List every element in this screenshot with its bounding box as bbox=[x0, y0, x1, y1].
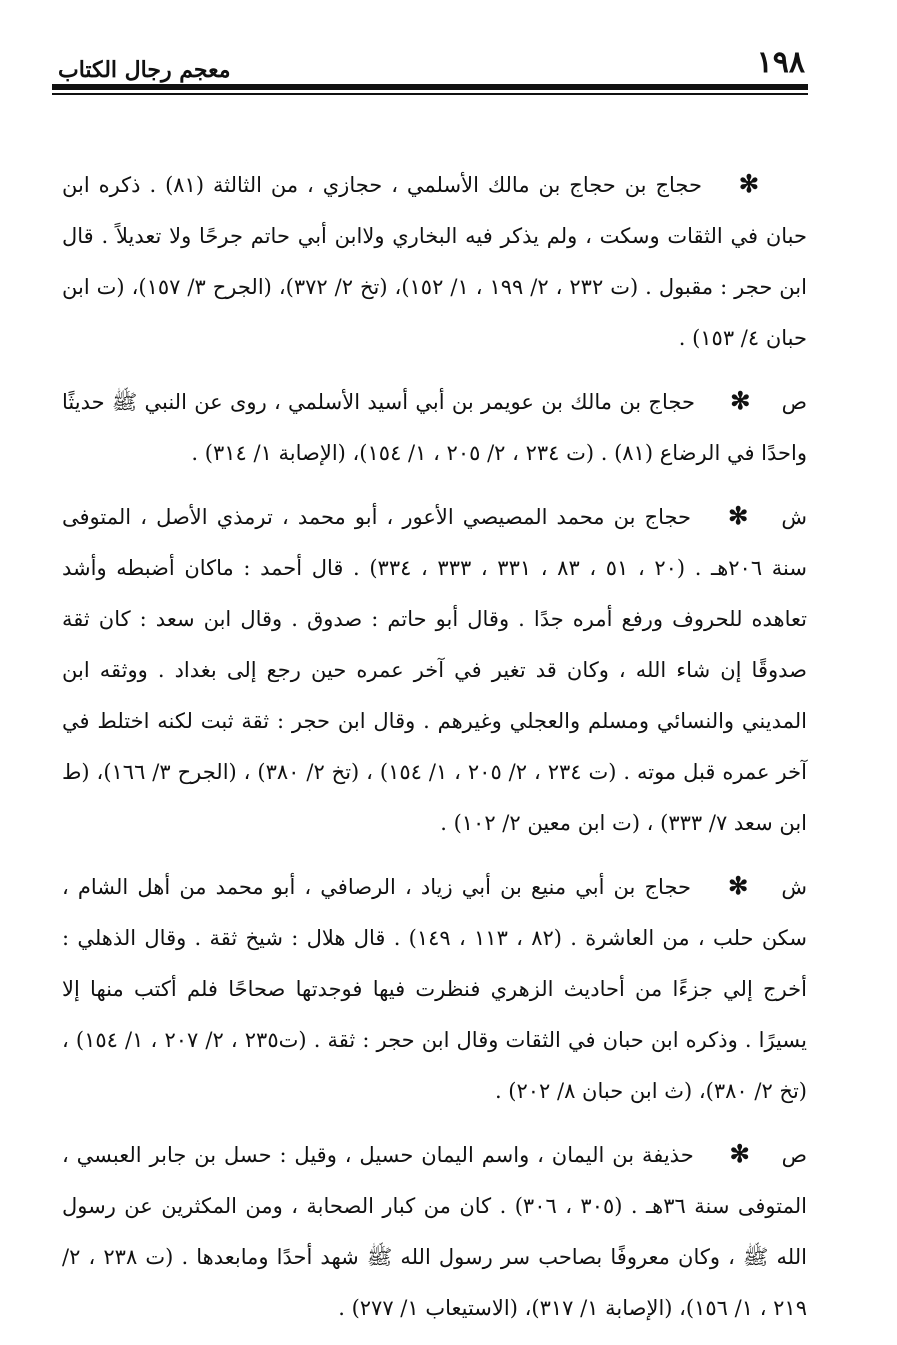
star-bullet-icon: ✻ bbox=[738, 169, 759, 198]
star-bullet-icon: ✻ bbox=[728, 871, 749, 900]
biography-entry bbox=[62, 490, 807, 849]
header-rule-thin bbox=[52, 93, 808, 95]
entry-text: حجاج بن مالك بن عويمر بن أبي أسيد الأسلمي ، روى عن النبي ﷺ حديثًا واحدًا في الرضاع (٨١) . (ت ٢٣٤ ، ٢/ ٢٠٥ ، ١/ ١٥٤)، (الإصابة ١/ ٣١٤) . bbox=[62, 390, 807, 465]
biography-entry bbox=[62, 158, 807, 364]
header-rule-thick bbox=[52, 84, 808, 90]
running-title: معجم رجال الكتاب bbox=[58, 57, 231, 83]
biography-entry bbox=[62, 1128, 807, 1334]
star-bullet-icon: ✻ bbox=[730, 386, 751, 415]
entry-text: حجاج بن حجاج بن مالك الأسلمي ، حجازي ، من الثالثة (٨١) . ذكره ابن حبان في الثقات وسكت ، ولم يذكر فيه البخاري ولاابن أبي حاتم جرحًا ولا تعديلاً . قال ابن حجر : مقبول . (ت ٢٣٢ ، ٢/ ١٩٩ ، ١/ ١٥٢)، (تخ ٢/ ٣٧٢)، (الجرح ٣/ ١٥٧)، (ت ابن حبان ٤/ ١٥٣) . bbox=[62, 173, 807, 350]
biography-entry bbox=[62, 375, 807, 479]
biography-entry bbox=[62, 860, 807, 1117]
star-bullet-icon: ✻ bbox=[728, 501, 749, 530]
star-bullet-icon: ✻ bbox=[729, 1139, 750, 1168]
entry-text: حجاج بن محمد المصيصي الأعور ، أبو محمد ، ترمذي الأصل ، المتوفى سنة ٢٠٦هـ . (٢٠ ، ٥١ ، ٨٣ ، ٣٣١ ، ٣٣٣ ، ٣٣٤) . قال أحمد : ماكان أضبطه وأشد تعاهده للحروف ورفع أمره جدًا . وقال أبو حاتم : صدوق . وقال ابن سعد : كان ثقة صدوقًا إن شاء الله ، وكان قد تغير في آخر عمره حين رجع إلى بغداد . ووثقه ابن المديني والنسائي ومسلم والعجلي وغيرهم . وقال ابن حجر : ثقة ثبت لكنه اختلط في آخر عمره قبل موته . (ت ٢٣٤ ، ٢/ ٢٠٥ ، ١/ ١٥٤) ، (تخ ٢/ ٣٨٠) ، (الجرح ٣/ ١٦٦)، (ط ابن سعد ٧/ ٣٣٣) ، (ت ابن معين ٢/ ١٠٢) . bbox=[62, 505, 807, 835]
page-number: ١٩٨ bbox=[756, 45, 805, 80]
entries-list bbox=[62, 158, 807, 1345]
entry-text: حجاج بن أبي منيع بن أبي زياد ، الرصافي ، أبو محمد من أهل الشام ، سكن حلب ، من العاشرة . (٨٢ ، ١١٣ ، ١٤٩) . قال هلال : شيخ ثقة . وقال الذهلي : أخرج إلي جزءًا من أحاديث الزهري فنظرت فيها فوجدتها صحاحًا فلم أكتب منها إلا يسيرًا . وذكره ابن حبان في الثقات وقال ابن حجر : ثقة . (ت٢٣٥ ، ٢/ ٢٠٧ ، ١/ ١٥٤) ، (تخ ٢/ ٣٨٠)، (ث ابن حبان ٨/ ٢٠٢) . bbox=[62, 875, 807, 1103]
entry-text: حذيفة بن اليمان ، واسم اليمان حسيل ، وقيل : حسل بن جابر العبسي ، المتوفى سنة ٣٦هـ . (٣٠٥ ، ٣٠٦) . كان من كبار الصحابة ، ومن المكثرين عن رسول الله ﷺ ، وكان معروفًا بصاحب سر رسول الله ﷺ شهد أحدًا ومابعدها . (ت ٢٣٨ ، ٢/ ٢١٩ ، ١/ ١٥٦)، (الإصابة ١/ ٣١٧)، (الاستيعاب ١/ ٢٧٧) . bbox=[62, 1143, 807, 1320]
entry-marker: ص bbox=[781, 390, 807, 414]
entry-marker: ش bbox=[781, 505, 807, 529]
entry-marker: ص bbox=[781, 1143, 807, 1167]
entry-marker: ش bbox=[781, 875, 807, 899]
